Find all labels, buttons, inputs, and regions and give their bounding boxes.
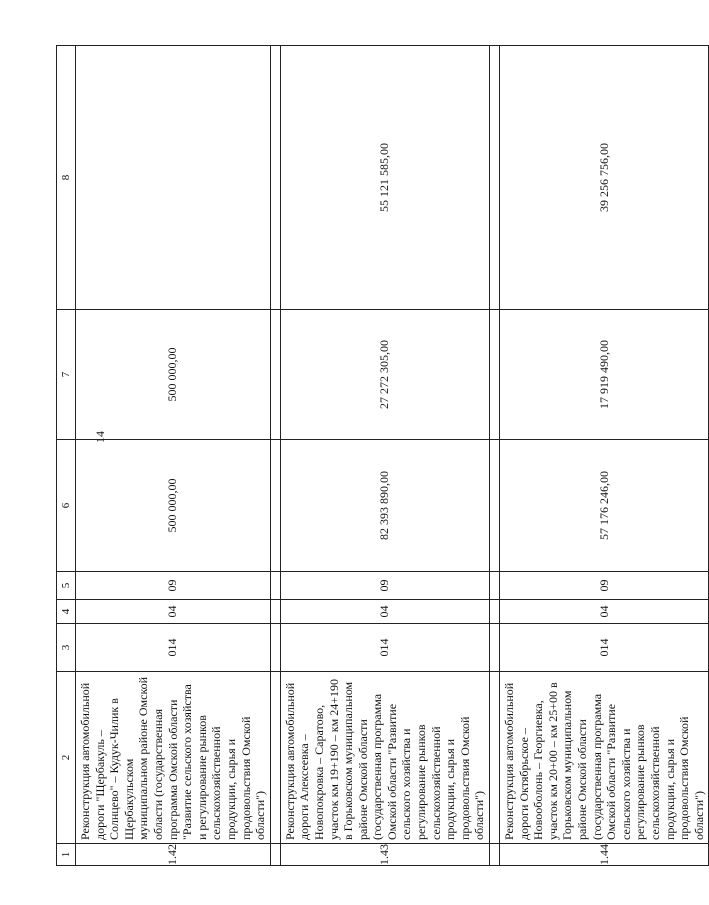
row-code-3: 014: [280, 624, 489, 672]
row-amount-7: 500 000,00: [76, 310, 271, 440]
header-cell-7: 7: [57, 310, 76, 440]
header-cell-1: 1: [57, 844, 76, 866]
row-code-5: 09: [280, 572, 489, 600]
row-amount-8: 55 121 585,00: [280, 46, 489, 310]
row-code-3: 014: [500, 624, 709, 672]
row-number: 1.44: [500, 844, 709, 866]
row-code-4: 04: [76, 600, 271, 624]
header-cell-5: 5: [57, 572, 76, 600]
row-code-5: 09: [500, 572, 709, 600]
row-number: 1.43: [280, 844, 489, 866]
budget-table-rotated: [56, 46, 706, 866]
row-number: 1.42: [76, 844, 271, 866]
row-description: Реконструкция автомобильной дороги Октябрьское – Новооболонь – Георгиевка, участок км 20+00 – км 25+00 в Горьковском муниципальном районе Омской области (государственная программа Омской области "Развитие сельского хозяйства и регулирование рынков сельскохозяйственной продукции, сырья и продовольствия Омской области"): [500, 672, 709, 844]
header-cell-6: 6: [57, 440, 76, 572]
row-amount-8: [76, 46, 271, 310]
row-code-4: 04: [280, 600, 489, 624]
budget-table: [56, 45, 709, 866]
row-amount-6: 500 000,00: [76, 440, 271, 572]
page-number: 14: [93, 431, 107, 443]
row-amount-7: 17 919 490,00: [500, 310, 709, 440]
row-code-5: 09: [76, 572, 271, 600]
row-amount-7: 27 272 305,00: [280, 310, 489, 440]
header-cell-2: 2: [57, 672, 76, 844]
header-cell-3: 3: [57, 624, 76, 672]
row-amount-6: 57 176 246,00: [500, 440, 709, 572]
row-amount-6: 82 393 890,00: [280, 440, 489, 572]
row-amount-8: 39 256 756,00: [500, 46, 709, 310]
row-description: Реконструкция автомобильной дороги Алексеевка – Новопокровка – Саратово, участок км 19+190 – км 24+190 в Горьковском муниципальном районе Омской области (государственная программа Омской области "Развитие сельского хозяйства и регулирование рынков сельскохозяйственной продукции, сырья и продовольствия Омской области"): [280, 672, 489, 844]
header-cell-4: 4: [57, 600, 76, 624]
header-row: [57, 46, 76, 866]
row-separator: [490, 46, 500, 866]
row-code-3: 014: [76, 624, 271, 672]
table-row: [500, 46, 709, 866]
table-row: [76, 46, 271, 866]
table-row: [280, 46, 489, 866]
row-description: Реконструкция автомобильной дороги "Щербакуль – Солнцево" – Кудук-Чилик в Щербакульском муниципальном районе Омской области (государственная программа Омской области "Развитие сельского хозяйства и регулирование рынков сельскохозяйственной продукции, сырья и продовольствия Омской области"): [76, 672, 271, 844]
header-cell-8: 8: [57, 46, 76, 310]
row-code-4: 04: [500, 600, 709, 624]
row-separator: [270, 46, 280, 866]
